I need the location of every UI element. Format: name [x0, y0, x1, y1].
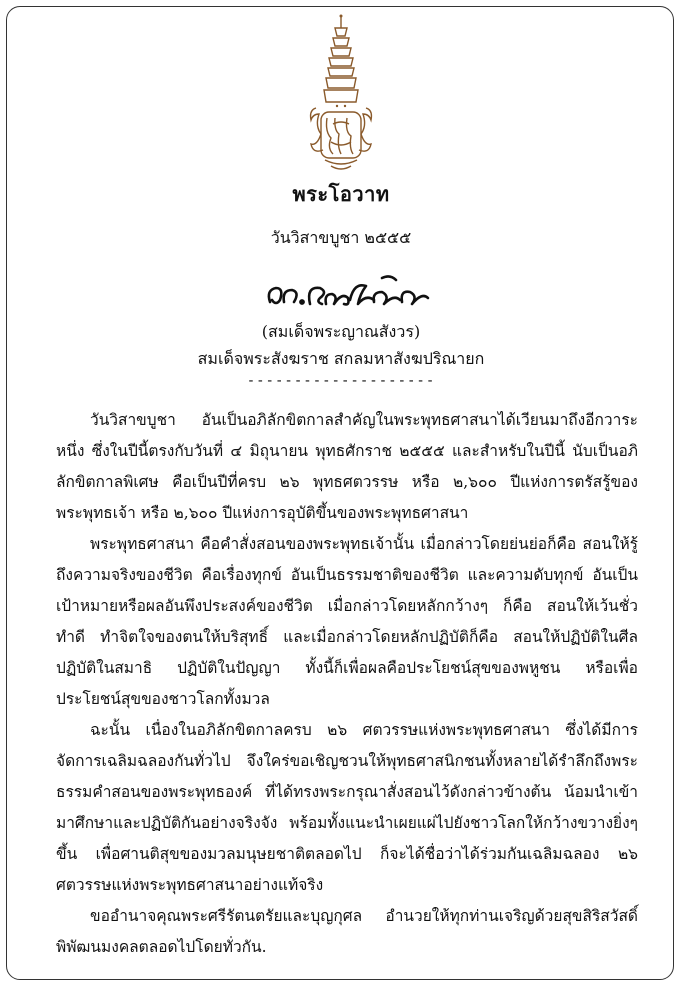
- paragraph-1: วันวิสาขบูชา อันเป็นอภิลักขิตกาลสำคัญในพระพุทธศาสนาได้เวียนมาถึงอีกวาระหนึ่ง ซึ่งในปีนี้ตรงกับวันที่ ๔ มิถุนายน พุทธศักราช ๒๕๕๕ และสำหรับในปีนี้ นับเป็นอภิลักขิตกาลพิเศษ คือเป็นปีที่ครบ ๒๖ พุทธศตวรรษ หรือ ๒,๖๐๐ ปีแห่งการตรัสรู้ของพระพุทธเจ้า หรือ ๒,๖๐๐ ปีแห่งการอุบัติขึ้นของพระพุทธศาสนา: [56, 411, 638, 522]
- date-line: วันวิสาขบูชา ๒๕๕๕: [270, 228, 412, 247]
- handwritten-signature: [262, 272, 432, 314]
- royal-crest-icon: [301, 14, 381, 176]
- divider-line: --------------------: [246, 373, 436, 389]
- document-title: พระโอวาท: [292, 182, 390, 206]
- signatory-title: สมเด็จพระสังฆราช สกลมหาสังฆปริณายก: [197, 349, 485, 368]
- paragraph-3: ฉะนั้น เนื่องในอภิลักขิตกาลครบ ๒๖ ศตวรรษแห่งพระพุทธศาสนา ซึ่งได้มีการจัดการเฉลิมฉลองกันทั่วไป จึงใคร่ขอเชิญชวนให้พุทธศาสนิกชนทั้งหลายได้รำลึกถึงพระธรรมคำสอนของพระพุทธองค์ ที่ได้ทรงพระกรุณาสั่งสอนไว้ดังกล่าวข้างต้น น้อมนำเข้ามาศึกษาและปฏิบัติกันอย่างจริงจัง พร้อมทั้งแนะนำเผยแผ่ไปยังชาวโลกให้กว้างขวางยิ่งๆ ขึ้น เพื่อศานติสุขของมวลมนุษยชาติตลอดไป ก็จะได้ชื่อว่าได้ร่วมกันเฉลิมฉลอง ๒๖ ศตวรรษแห่งพระพุทธศาสนาอย่างแท้จริง: [56, 721, 638, 894]
- signatory-name: (สมเด็จพระญาณสังวร): [261, 322, 421, 341]
- message-body: [56, 405, 638, 963]
- paragraph-2: พระพุทธศาสนา คือคำสั่งสอนของพระพุทธเจ้านั้น เมื่อกล่าวโดยย่นย่อก็คือ สอนให้รู้ถึงความจริงของชีวิต คือเรื่องทุกข์ อันเป็นธรรมชาติของชีวิต และความดับทุกข์ อันเป็นเป้าหมายหรือผลอันพึงประสงค์ของชีวิต เมื่อกล่าวโดยหลักกว้างๆ ก็คือ สอนให้เว้นชั่ว ทำดี ทำจิตใจของตนให้บริสุทธิ์ และเมื่อกล่าวโดยหลักปฏิบัติก็คือ สอนให้ปฏิบัติในศีล ปฏิบัติในสมาธิ ปฏิบัติในปัญญา ทั้งนี้ก็เพื่อผลคือประโยชน์สุขของพหูชน หรือเพื่อประโยชน์สุขของชาวโลกทั้งมวล: [56, 535, 638, 708]
- paragraph-4: ขออำนาจคุณพระศรีรัตนตรัยและบุญกุศล อำนวยให้ทุกท่านเจริญด้วยสุขสิริสวัสดิ์พิพัฒนมงคลตลอดไปโดยทั่วกัน.: [56, 907, 638, 956]
